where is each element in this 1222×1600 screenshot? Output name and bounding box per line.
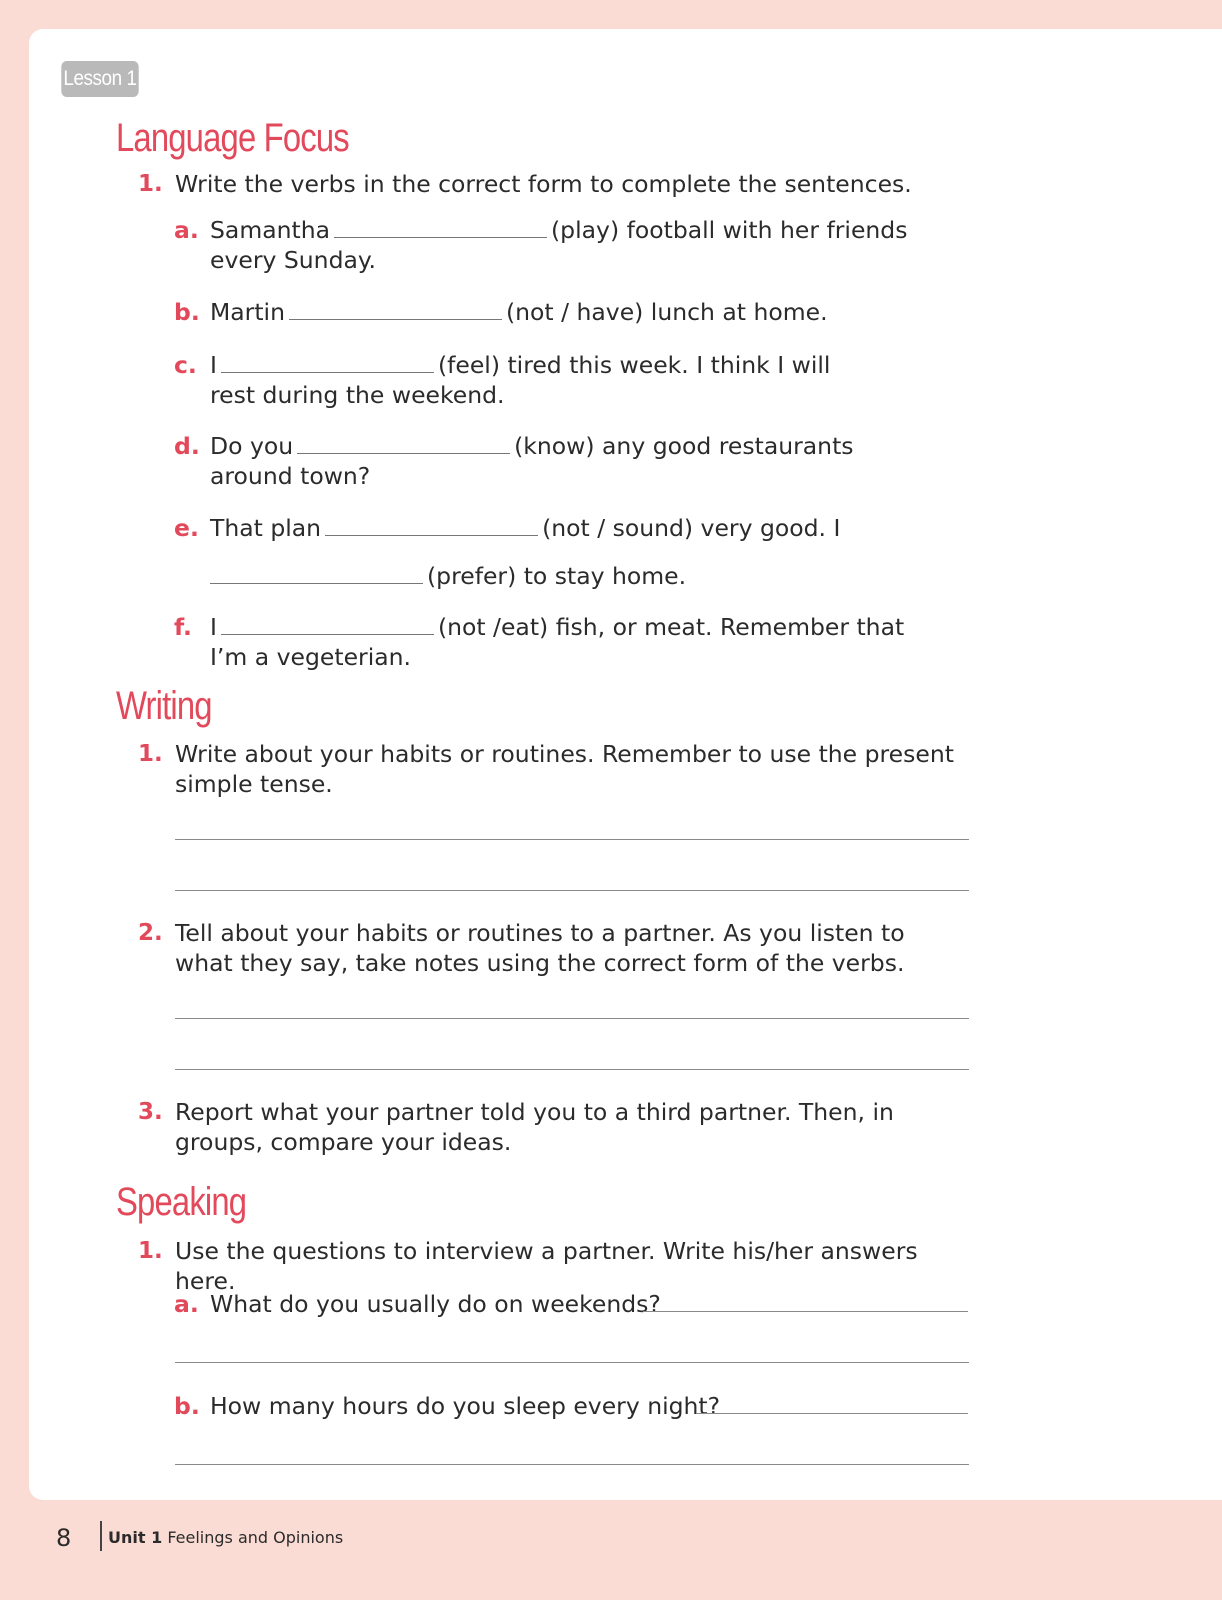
footer-divider bbox=[100, 1521, 102, 1551]
section-title-language-focus: Language Focus bbox=[116, 116, 349, 160]
item-c: I (feel) tired this week. I think I will bbox=[210, 351, 831, 379]
item-c-continuation: rest during the weekend. bbox=[210, 381, 505, 409]
item-e: That plan (not / sound) very good. I bbox=[210, 514, 841, 542]
item-letter: c. bbox=[174, 351, 197, 379]
lesson-badge: Lesson 1 bbox=[61, 61, 138, 97]
section-title-writing: Writing bbox=[116, 684, 212, 728]
item-f: I (not /eat) fish, or meat. Remember that bbox=[210, 613, 905, 641]
answer-line[interactable] bbox=[696, 1413, 968, 1414]
answer-blank[interactable] bbox=[210, 569, 423, 584]
question-b: How many hours do you sleep every night? bbox=[210, 1392, 721, 1420]
page-number: 8 bbox=[56, 1524, 72, 1552]
answer-blank[interactable] bbox=[297, 439, 510, 454]
item-f-continuation: I’m a vegeterian. bbox=[210, 643, 412, 671]
question-a: What do you usually do on weekends? bbox=[210, 1290, 661, 1318]
item-e-second-line: (prefer) to stay home. bbox=[206, 561, 686, 591]
exercise-instruction: Report what your partner told you to a third partner. Then, in groups, compare your ideas. bbox=[175, 1098, 894, 1156]
answer-line[interactable] bbox=[175, 1069, 969, 1070]
exercise-instruction: Use the questions to interview a partner. Write his/her answers here. bbox=[175, 1237, 918, 1295]
answer-line[interactable] bbox=[643, 1311, 968, 1312]
item-letter: a. bbox=[174, 216, 199, 244]
answer-line[interactable] bbox=[175, 1018, 969, 1019]
item-d-continuation: around town? bbox=[210, 462, 371, 490]
answer-blank[interactable] bbox=[221, 358, 434, 373]
item-letter: f. bbox=[174, 613, 192, 641]
exercise-number: 3. bbox=[138, 1099, 163, 1125]
item-a: Samantha (play) football with her friends bbox=[210, 216, 908, 244]
exercise-number: 1. bbox=[138, 171, 163, 197]
section-title-speaking: Speaking bbox=[116, 1180, 247, 1224]
exercise-instruction: Write about your habits or routines. Remember to use the present simple tense. bbox=[175, 740, 954, 798]
answer-blank[interactable] bbox=[325, 521, 538, 536]
exercise-instruction: Write the verbs in the correct form to complete the sentences. bbox=[175, 170, 912, 198]
answer-blank[interactable] bbox=[289, 305, 502, 320]
answer-line[interactable] bbox=[175, 1362, 969, 1363]
item-letter: b. bbox=[174, 1392, 200, 1420]
exercise-instruction: Tell about your habits or routines to a partner. As you listen to what they say, take notes using the correct form of the verbs. bbox=[175, 919, 905, 977]
answer-line[interactable] bbox=[175, 839, 969, 840]
answer-line[interactable] bbox=[175, 1464, 969, 1465]
answer-line[interactable] bbox=[175, 890, 969, 891]
footer-unit: Unit 1 Feelings and Opinions bbox=[108, 1528, 344, 1547]
answer-blank[interactable] bbox=[334, 223, 547, 238]
item-a-continuation: every Sunday. bbox=[210, 246, 376, 274]
item-b: Martin (not / have) lunch at home. bbox=[210, 298, 828, 326]
item-letter: d. bbox=[174, 432, 200, 460]
item-letter: e. bbox=[174, 514, 199, 542]
exercise-number: 1. bbox=[138, 1238, 163, 1264]
exercise-number: 1. bbox=[138, 741, 163, 767]
answer-blank[interactable] bbox=[221, 620, 434, 635]
item-letter: b. bbox=[174, 298, 200, 326]
exercise-number: 2. bbox=[138, 920, 163, 946]
item-d: Do you (know) any good restaurants bbox=[210, 432, 854, 460]
item-letter: a. bbox=[174, 1290, 199, 1318]
